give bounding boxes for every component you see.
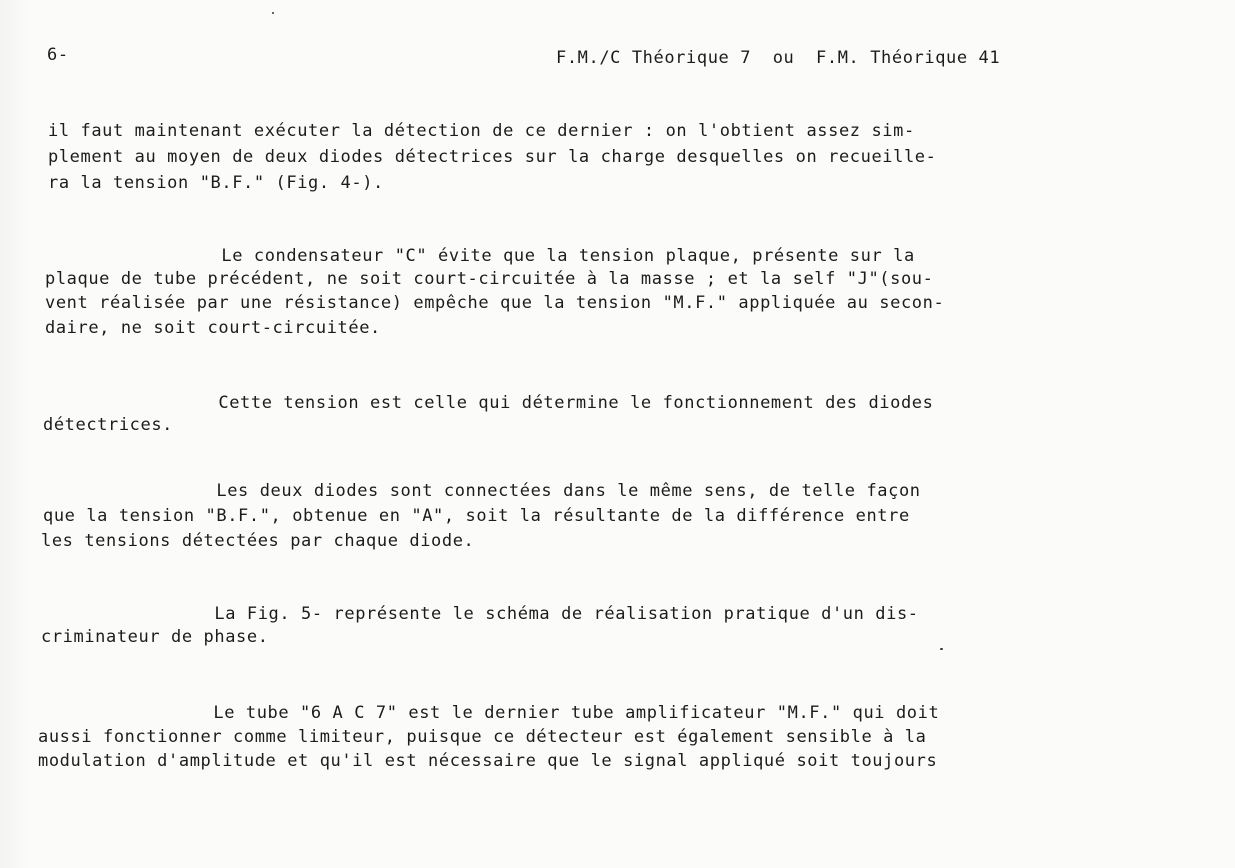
paragraph-3-line-2: détectrices. (43, 415, 174, 435)
scan-edge-shadow (0, 0, 30, 868)
paragraph-3-line-1: Cette tension est celle qui détermine le fonctionnement des diodes (45, 393, 934, 413)
paragraph-6-line-2: aussi fonctionner comme limiteur, puisque ce détecteur est également sensible à la (38, 727, 927, 747)
page-number: 6- (47, 45, 69, 65)
paragraph-2-line-2: plaque de tube précédent, ne soit court-circuitée à la masse ; et la self "J"(sou- (45, 269, 934, 289)
paragraph-1-line-1: il faut maintenant exécuter la détection de ce dernier : on l'obtient assez sim- (48, 121, 915, 141)
paragraph-4-line-2: que la tension "B.F.", obtenue en "A", soit la résultante de la différence entre (43, 506, 910, 526)
paragraph-6-line-1: Le tube "6 A C 7" est le dernier tube amplificateur "M.F." qui doit (40, 703, 940, 723)
paragraph-2-line-1: Le condensateur "C" évite que la tension plaque, présente sur la (48, 246, 915, 266)
paragraph-4-line-1: Les deux diodes sont connectées dans le même sens, de telle façon (43, 481, 921, 501)
paragraph-1-line-3: ra la tension "B.F." (Fig. 4-). (48, 173, 384, 193)
paragraph-4-line-3: les tensions détectées par chaque diode. (41, 531, 475, 551)
scan-speck (272, 12, 274, 14)
paragraph-1-line-2: plement au moyen de deux diodes détectrices sur la charge desquelles on recueille- (48, 147, 937, 167)
paragraph-5-line-2: criminateur de phase. (41, 627, 269, 647)
paragraph-5-line-1: La Fig. 5- représente le schéma de réalisation pratique d'un dis- (41, 604, 919, 624)
paragraph-2-line-4: daire, ne soit court-circuitée. (45, 318, 381, 338)
paragraph-6-line-3: modulation d'amplitude et qu'il est nécessaire que le signal appliqué soit toujours (38, 751, 938, 771)
header-title: F.M./C Théorique 7 ou F.M. Théorique 41 (556, 48, 1001, 68)
scan-speck (940, 648, 943, 650)
paragraph-2-line-3: vent réalisée par une résistance) empêche que la tension "M.F." appliquée au secon- (45, 293, 945, 313)
